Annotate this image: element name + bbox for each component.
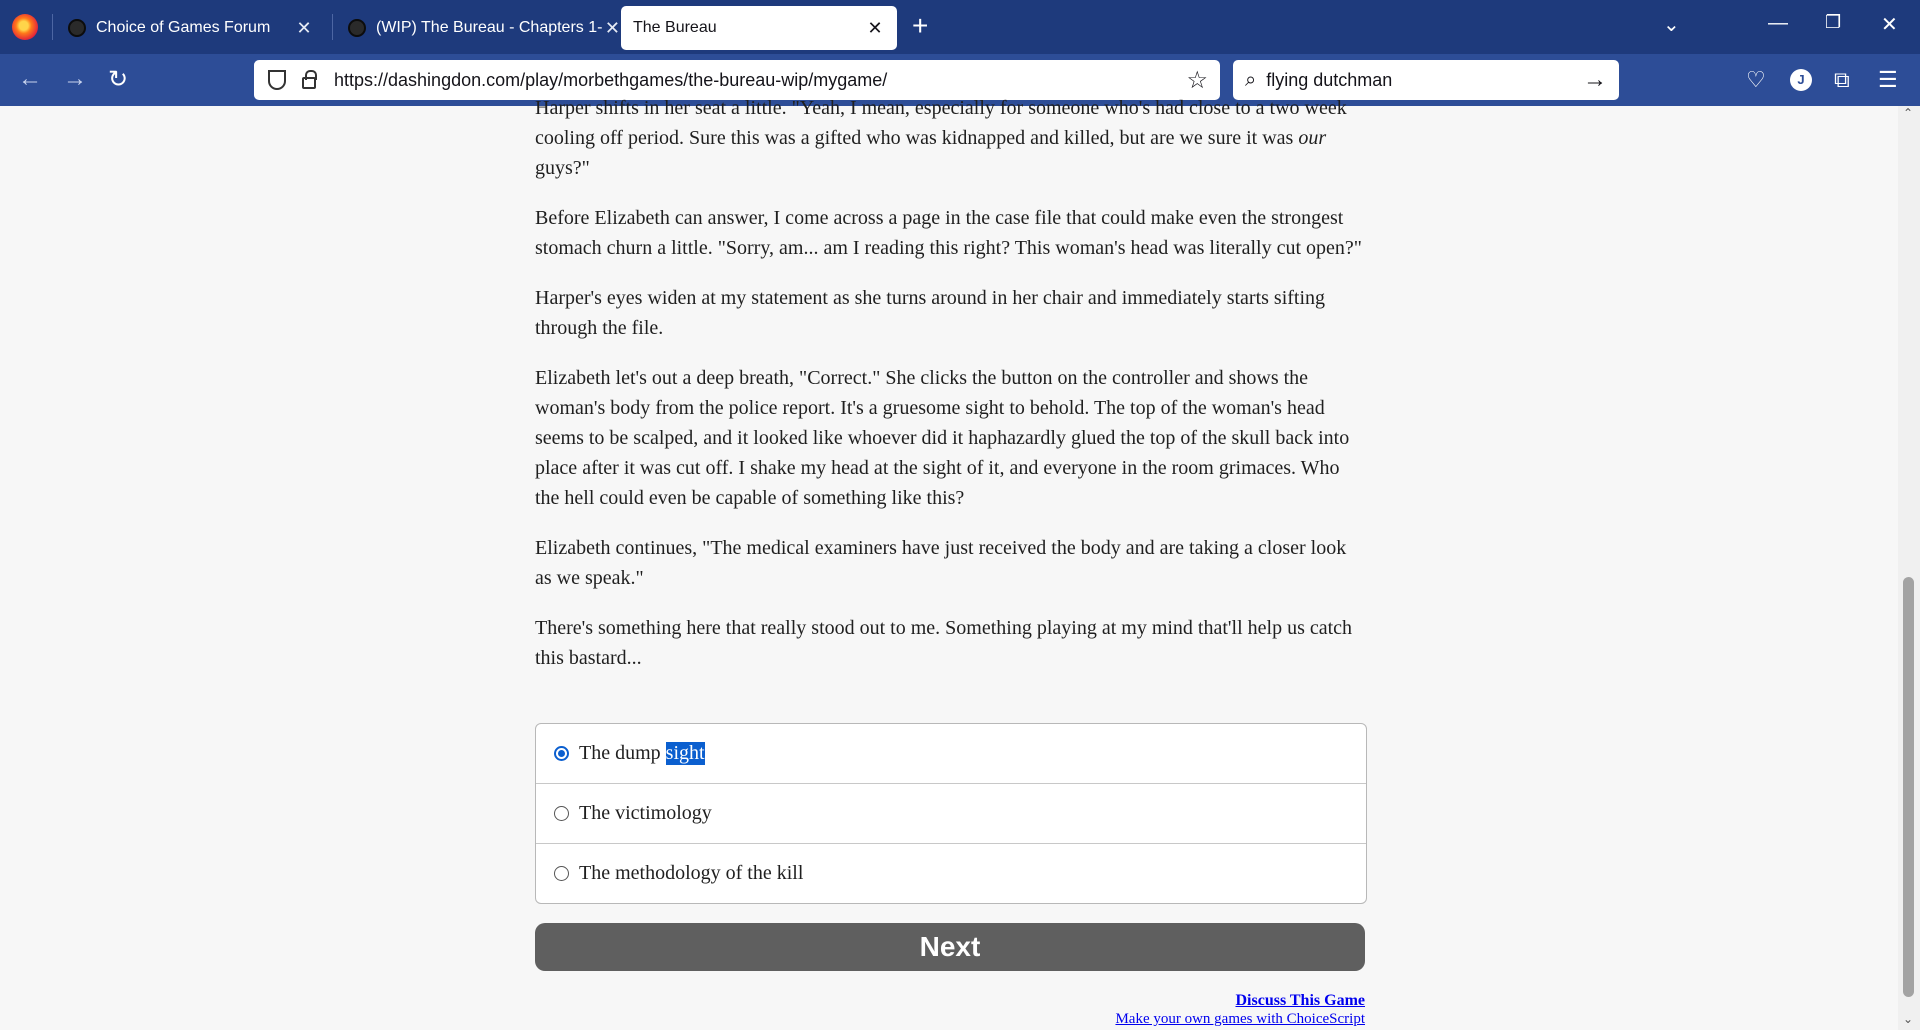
tab-title: Choice of Games Forum [96,19,271,36]
discuss-game-link[interactable]: Discuss This Game [1235,992,1365,1009]
story-paragraph: Harper shifts in her seat a little. "Yeah, I mean, especially for someone who's had close to a two week cooling off period. Sure this was a gifted who was kidnapped and killed, but are we sure it was our guys?" [535,97,1347,179]
choice-label: The methodology of the kill [579,862,804,884]
tab-separator [332,14,333,40]
vertical-scrollbar[interactable] [1898,106,1920,1030]
choice-label: The victimology [579,802,712,824]
choice-list [535,723,1367,904]
choice-option-methodology[interactable] [536,843,1366,903]
radio-button[interactable] [554,806,569,821]
tab-choice-of-games-forum[interactable] [56,6,326,50]
tracking-protection-shield-icon[interactable] [268,70,286,90]
close-icon[interactable]: ✕ [867,17,883,38]
emphasis-text: our [1298,127,1327,149]
minimize-icon[interactable]: — [1768,12,1788,34]
choice-option-victimology[interactable] [536,783,1366,843]
story-paragraph: Before Elizabeth can answer, I come across a page in the case file that could make even the strongest stomach churn a little. "Sorry, am... am I reading this right? This woman's head was literally cut open?" [535,207,1362,259]
selected-text-highlight: sight [665,742,705,764]
close-window-icon[interactable]: ✕ [1881,14,1898,36]
firefox-logo-icon[interactable] [12,14,38,40]
list-all-tabs-chevron-down-icon[interactable]: ⌄ [1663,14,1680,36]
restore-window-icon[interactable]: ❐ [1825,12,1842,32]
story-paragraph: Elizabeth continues, "The medical examiners have just received the body and are taking a closer look as we speak." [535,537,1347,589]
tab-title: (WIP) The Bureau - Chapters 1- [376,19,603,36]
new-tab-plus-icon[interactable]: + [912,10,929,41]
reload-icon[interactable]: ↻ [108,66,129,93]
story-paragraph: There's something here that really stood out to me. Something playing at my mind that'll help us catch this bastard... [535,617,1353,669]
tab-bar [0,0,1920,54]
tab-title: The Bureau [633,19,717,36]
choice-label: The dump [579,742,666,764]
choice-option-dump-sight[interactable] [536,724,1366,783]
search-go-arrow-icon[interactable]: → [1583,66,1607,93]
close-icon[interactable]: ✕ [296,17,312,38]
pocket-icon[interactable]: ♡ [1746,67,1766,92]
back-arrow-icon[interactable]: ← [18,65,42,92]
close-icon[interactable]: ✕ [604,17,620,38]
hamburger-menu-icon[interactable]: ☰ [1878,67,1898,92]
radio-button[interactable] [554,866,569,881]
radio-button[interactable] [554,746,569,761]
next-button[interactable]: Next [535,923,1365,971]
url-text[interactable]: https://dashingdon.com/play/morbethgames/the-bureau-wip/mygame/ [334,69,888,90]
tab-wip-the-bureau[interactable] [336,6,620,50]
page-viewport [0,97,1898,1030]
tab-the-bureau[interactable] [621,6,897,50]
story-paragraph: Harper's eyes widen at my statement as she turns around in her chair and immediately starts sifting through the file. [535,287,1326,339]
story-paragraph: Elizabeth let's out a deep breath, "Correct." She clicks the button on the controller and shows the woman's body from the police report. It's a gruesome sight to behold. The top of the woman's head seems to be scalped, and it looked like whoever did it haphazardly glued the top of the skull back into place after it was cut off. I shake my head at the sight of it, and everyone in the room grimaces. Who the hell could even be capable of something like this? [535,367,1350,509]
search-icon: ⌕ [1245,68,1257,91]
choice-of-games-favicon-icon [348,19,366,37]
scroll-down-arrow-icon[interactable]: ⌄ [1903,1012,1914,1026]
tab-separator [52,14,53,40]
story-text [535,93,1365,693]
search-input[interactable] [1264,69,1583,92]
choice-of-games-favicon-icon [68,19,86,37]
forward-arrow-icon[interactable]: → [63,65,87,92]
bookmark-star-icon[interactable]: ☆ [1186,66,1208,94]
footer-links [1115,991,1365,1029]
account-avatar[interactable]: J [1790,69,1812,91]
choicescript-link[interactable]: Make your own games with ChoiceScript [1115,1011,1365,1027]
extensions-puzzle-icon[interactable]: ⧉ [1834,67,1850,92]
scrollbar-thumb[interactable] [1903,577,1914,997]
lock-icon[interactable] [302,77,316,89]
scroll-up-arrow-icon[interactable]: ⌃ [1903,106,1914,120]
